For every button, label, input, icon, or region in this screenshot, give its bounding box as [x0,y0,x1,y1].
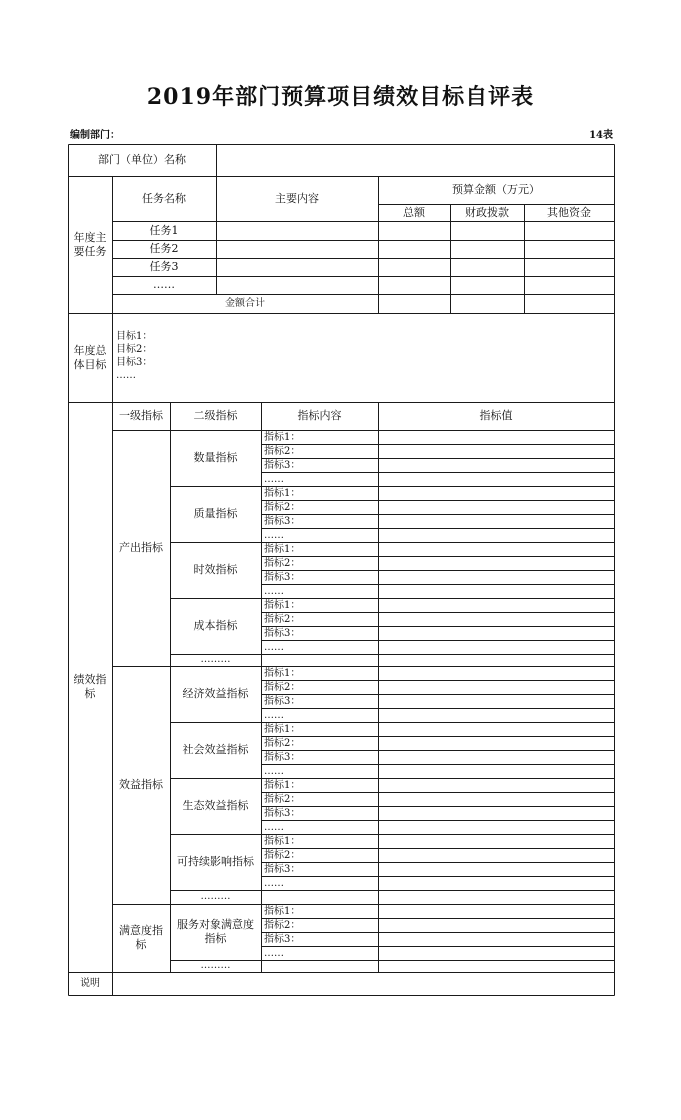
indicator-value-cell[interactable] [378,500,614,514]
indicator-value-cell[interactable] [378,848,614,862]
indicator-value-cell[interactable] [378,598,614,612]
indicator-value-cell[interactable] [378,862,614,876]
indicator-value-cell[interactable] [378,750,614,764]
indicator-item-label: 指标2： [264,849,301,861]
indicator-value-cell[interactable] [378,722,614,736]
indicator-value-cell[interactable] [378,666,614,680]
indicator-item-label: 指标3： [264,863,301,875]
indicator-item-label: 指标1： [264,599,301,611]
benefit-more-label: ……… [200,891,231,902]
indicator-item-label: 指标2： [264,919,301,931]
indicator-value-cell[interactable] [378,834,614,848]
task-row-label: 任务2 [149,242,179,255]
overall-goals-label: 年度总体目标 [73,343,107,371]
indicator-value-cell[interactable] [378,694,614,708]
indicator-item-label: …… [264,709,284,721]
task-row-label: 任务3 [149,260,179,273]
indicator-value-cell[interactable] [378,528,614,542]
indicator-item-label: 指标3： [264,807,301,819]
indicator-item-label: 指标2： [264,793,301,805]
indicator-item-label: 指标1： [264,543,301,555]
indicator-item-label: 指标3： [264,627,301,639]
task-name-header: 任务名称 [142,191,186,205]
indicator-content-header: 指标内容 [297,409,342,422]
indicator-value-cell[interactable] [378,556,614,570]
indicator-item-label: 指标3： [264,459,301,471]
note-label: 说明 [80,977,100,989]
indicator-item-label: 指标1： [264,905,301,917]
indicator-value-header: 指标值 [479,409,513,422]
overall-goals-list[interactable] [116,330,152,382]
indicator-value-cell[interactable] [378,792,614,806]
indicator-item-label: 指标1： [264,667,301,679]
indicator-value-cell[interactable] [378,514,614,528]
note-value[interactable] [112,972,614,995]
budget-amount-header: 预算金额（万元） [452,183,540,196]
benefit-indicators-label: 效益指标 [119,778,163,791]
indicator-item-label: 指标3： [264,751,301,763]
indicator-item-label: …… [264,641,284,653]
service-satisfaction-label: 服务对象满意度指标 [177,918,254,945]
indicator-value-cell[interactable] [378,708,614,722]
indicator-value-cell[interactable] [378,904,614,918]
amount-total-label: 金额合计 [225,297,265,309]
indicator-value-cell[interactable] [378,584,614,598]
indicator-item-label: …… [264,473,284,485]
output-indicators-label: 产出指标 [119,541,163,554]
indicator-value-cell[interactable] [378,640,614,654]
total-header: 总额 [403,205,425,219]
indicator-item-label: 指标1： [264,487,301,499]
indicator-value-cell[interactable] [378,444,614,458]
goal-item: 目标1： [116,331,153,342]
indicator-value-cell[interactable] [378,626,614,640]
indicator-item-label: 指标3： [264,933,301,945]
page-title: 2019年部门预算项目绩效目标自评表 [146,84,535,110]
indicator-value-cell[interactable] [378,946,614,960]
indicator-item-label: 指标1： [264,431,301,443]
level1-header: 一级指标 [119,409,163,422]
indicator-value-cell[interactable] [378,932,614,946]
indicator-item-label: …… [264,877,284,889]
indicator-value-cell[interactable] [378,486,614,500]
task-row-label: 任务1 [149,223,179,237]
performance-indicators-label: 绩效指标 [73,673,107,700]
indicator-value-cell[interactable] [378,764,614,778]
indicator-item-label: 指标2： [264,737,301,749]
indicator-item-label: …… [264,947,284,959]
indicator-value-cell[interactable] [378,430,614,444]
satisfaction-more-label: ……… [200,960,231,971]
timeliness-indicator-label: 时效指标 [193,563,238,576]
indicator-value-cell[interactable] [378,612,614,626]
indicator-value-cell[interactable] [378,876,614,890]
indicator-value-cell[interactable] [378,778,614,792]
indicator-item-label: 指标2： [264,681,301,693]
task-row-label: …… [153,278,175,291]
goal-item: …… [116,370,136,381]
sustainable-impact-label: 可持续影响指标 [177,855,254,868]
other-funds-header: 其他资金 [547,205,591,219]
indicator-value-cell[interactable] [378,570,614,584]
indicator-value-cell[interactable] [378,820,614,834]
output-more-label: ……… [200,654,231,665]
indicator-value-cell[interactable] [378,458,614,472]
indicator-item-label: 指标1： [264,779,301,791]
indicator-item-label: …… [264,765,284,777]
satisfaction-indicators-label: 满意度指标 [119,924,163,951]
table-number: 14表 [589,130,613,141]
ecological-benefit-label: 生态效益指标 [182,799,249,812]
goal-item: 目标2： [116,344,153,355]
cost-indicator-label: 成本指标 [193,619,238,632]
indicator-item-label: 指标1： [264,723,301,735]
indicator-item-label: 指标2： [264,445,301,457]
main-content-header: 主要内容 [275,191,319,205]
indicator-value-cell[interactable] [378,918,614,932]
indicator-value-cell[interactable] [378,680,614,694]
dept-label: 编制部门： [70,130,120,141]
indicator-item-label: 指标2： [264,557,301,569]
indicator-item-label: …… [264,585,284,597]
indicator-item-label: 指标2： [264,613,301,625]
indicator-item-label: …… [264,529,284,541]
indicator-value-cell[interactable] [378,736,614,750]
economic-benefit-label: 经济效益指标 [182,687,249,700]
unit-name-value[interactable] [216,144,614,176]
indicator-item-label: 指标2： [264,501,301,513]
indicator-value-cell[interactable] [378,472,614,486]
indicator-item-label: 指标1： [264,835,301,847]
social-benefit-label: 社会效益指标 [182,743,249,756]
indicator-value-cell[interactable] [378,542,614,556]
indicator-item-label: 指标3： [264,695,301,707]
annual-tasks-label: 年度主要任务 [73,230,107,258]
fiscal-header: 财政拨款 [465,205,509,219]
indicator-item-label: …… [264,821,284,833]
quality-indicator-label: 质量指标 [193,507,238,520]
unit-name-label: 部门（单位）名称 [98,153,186,166]
level2-header: 二级指标 [193,409,238,422]
indicator-item-label: 指标3： [264,571,301,583]
goal-item: 目标3： [116,357,153,368]
quantity-indicator-label: 数量指标 [193,451,238,464]
indicator-item-label: 指标3： [264,515,301,527]
indicator-value-cell[interactable] [378,806,614,820]
